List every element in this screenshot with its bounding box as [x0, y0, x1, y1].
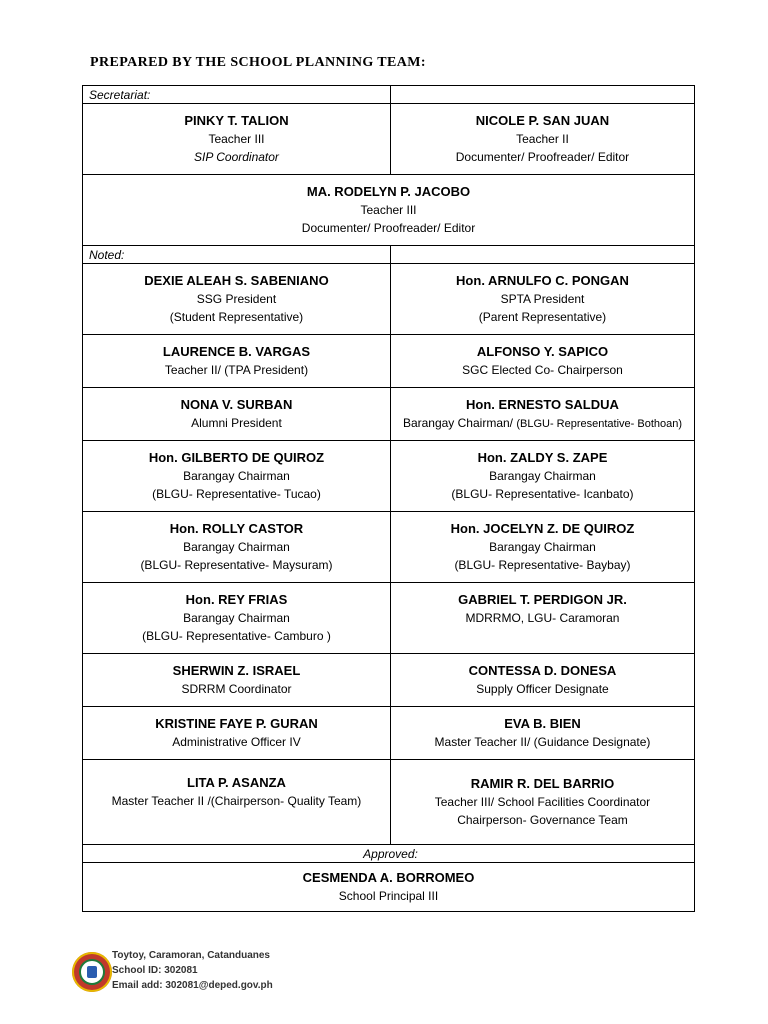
- table-row: [83, 512, 695, 583]
- member-cell-surban: [83, 388, 391, 441]
- table-row: [83, 175, 695, 246]
- member-name: NICOLE P. SAN JUAN: [475, 113, 610, 128]
- table-row: [83, 760, 695, 845]
- member-position: SDRRM Coordinator: [181, 682, 292, 696]
- member-position: [393, 414, 692, 433]
- member-position: MDRRMO, LGU- Caramoran: [465, 611, 620, 625]
- empty-cell: [390, 246, 694, 264]
- member-position: Teacher III: [208, 132, 265, 146]
- section-label-noted: Noted:: [83, 246, 391, 264]
- member-cell-vargas: [83, 335, 391, 388]
- footer-address: Toytoy, Caramoran, Catanduanes: [112, 950, 270, 961]
- member-position: Barangay Chairman: [183, 469, 290, 483]
- member-position-main: Barangay Chairman/: [402, 415, 517, 430]
- empty-line: [393, 627, 692, 645]
- table-row: [83, 583, 695, 654]
- planning-team-table: [82, 85, 695, 912]
- member-cell-sabeniano: [83, 264, 391, 335]
- member-role: (BLGU- Representative- Tucao): [152, 487, 321, 501]
- member-role: Documenter/ Proofreader/ Editor: [301, 221, 476, 235]
- member-position: School Principal III: [338, 889, 439, 903]
- member-cell-frias: [83, 583, 391, 654]
- section-label-approved: Approved:: [83, 845, 695, 863]
- school-seal-logo: [72, 952, 112, 992]
- table-row: [83, 264, 695, 335]
- member-name: KRISTINE FAYE P. GURAN: [155, 716, 318, 731]
- member-position: Barangay Chairman: [183, 611, 290, 625]
- member-role: (BLGU- Representative- Maysuram): [140, 558, 333, 572]
- member-cell-pongan: [390, 264, 694, 335]
- table-row: [83, 654, 695, 707]
- table-row: [83, 441, 695, 512]
- member-cell-bien: [390, 707, 694, 760]
- page-heading: PREPARED BY THE SCHOOL PLANNING TEAM:: [90, 55, 426, 70]
- footer-school-id: School ID: 302081: [112, 965, 198, 976]
- member-position: Teacher III/ School Facilities Coordinator: [434, 795, 651, 809]
- member-cell-jquiroz: [390, 512, 694, 583]
- table-row: [83, 707, 695, 760]
- member-cell-jacobo: [83, 175, 695, 246]
- footer-address-block: [112, 948, 273, 993]
- member-role: (BLGU- Representative- Baybay): [454, 558, 631, 572]
- member-name: CONTESSA D. DONESA: [468, 663, 617, 678]
- member-name: Hon. ERNESTO SALDUA: [466, 396, 619, 412]
- member-name: Hon. JOCELYN Z. DE QUIROZ: [450, 521, 635, 536]
- member-cell-israel: [83, 654, 391, 707]
- member-name: ALFONSO Y. SAPICO: [476, 344, 609, 359]
- section-label-secretariat: Secretariat:: [83, 86, 391, 104]
- table-row: [83, 335, 695, 388]
- member-role: Chairperson- Governance Team: [457, 813, 628, 827]
- empty-cell: [390, 86, 694, 104]
- member-position: Master Teacher II /(Chairperson- Quality Team): [111, 794, 362, 808]
- member-cell-guran: [83, 707, 391, 760]
- member-role: (BLGU- Representative- Camburo ): [142, 629, 331, 643]
- member-position: SGC Elected Co- Chairperson: [462, 363, 623, 377]
- member-role: (BLGU- Representative- Icanbato): [451, 487, 634, 501]
- member-position: Barangay Chairman: [489, 469, 596, 483]
- member-cell-zape: [390, 441, 694, 512]
- member-position: Supply Officer Designate: [476, 682, 609, 696]
- member-name: RAMIR R. DEL BARRIO: [470, 776, 615, 791]
- member-role: (Student Representative): [169, 310, 304, 324]
- member-cell-gquiroz: [83, 441, 391, 512]
- member-name: EVA B. BIEN: [504, 716, 581, 731]
- member-position: Barangay Chairman: [183, 540, 290, 554]
- member-role: (Parent Representative): [478, 310, 607, 324]
- member-name: NONA V. SURBAN: [180, 397, 293, 412]
- table-row: [83, 388, 695, 441]
- noted-label-row: [83, 246, 695, 264]
- member-name: LAURENCE B. VARGAS: [162, 344, 311, 359]
- member-cell-talion: [83, 104, 391, 175]
- approved-label-row: [83, 845, 695, 863]
- member-position: SPTA President: [500, 292, 585, 306]
- member-cell-saldua: [390, 388, 694, 441]
- member-name: GABRIEL T. PERDIGON JR.: [458, 592, 627, 607]
- member-cell-delbarrio: [390, 760, 694, 845]
- secretariat-label-row: [83, 86, 695, 104]
- table-row: [83, 863, 695, 912]
- footer-email: Email add: 302081@deped.gov.ph: [112, 980, 273, 991]
- member-name: Hon. ARNULFO C. PONGAN: [456, 273, 629, 288]
- member-cell-sanjuan: [390, 104, 694, 175]
- member-role: SIP Coordinator: [194, 150, 279, 164]
- table-row: [83, 104, 695, 175]
- member-position: Barangay Chairman: [489, 540, 596, 554]
- member-role: Documenter/ Proofreader/ Editor: [455, 150, 630, 164]
- member-cell-borromeo: [83, 863, 695, 912]
- member-position: Master Teacher II/ (Guidance Designate): [434, 735, 651, 749]
- member-name: Hon. ROLLY CASTOR: [169, 521, 304, 536]
- member-cell-perdigon: [390, 583, 694, 654]
- member-position-detail: (BLGU- Representative- Bothoan): [516, 417, 683, 430]
- member-position: Teacher III: [360, 203, 417, 217]
- member-name: CESMENDA A. BORROMEO: [302, 870, 475, 885]
- member-cell-sapico: [390, 335, 694, 388]
- member-position: Teacher II/ (TPA President): [164, 363, 309, 377]
- member-name: SHERWIN Z. ISRAEL: [172, 663, 301, 678]
- member-name: Hon. GILBERTO DE QUIROZ: [148, 450, 325, 465]
- member-name: LITA P. ASANZA: [187, 775, 286, 790]
- member-position: Administrative Officer IV: [172, 735, 301, 749]
- seal-core: [87, 966, 97, 978]
- member-position: SSG President: [196, 292, 277, 306]
- member-name: PINKY T. TALION: [184, 113, 289, 128]
- member-cell-castor: [83, 512, 391, 583]
- member-name: Hon. ZALDY S. ZAPE: [477, 450, 608, 465]
- member-position: Teacher II: [516, 132, 569, 146]
- member-name: DEXIE ALEAH S. SABENIANO: [144, 273, 329, 288]
- member-cell-donesa: [390, 654, 694, 707]
- member-cell-asanza: [83, 760, 391, 845]
- member-name: MA. RODELYN P. JACOBO: [306, 184, 471, 199]
- member-name: Hon. REY FRIAS: [185, 592, 288, 607]
- member-position: Alumni President: [191, 416, 282, 430]
